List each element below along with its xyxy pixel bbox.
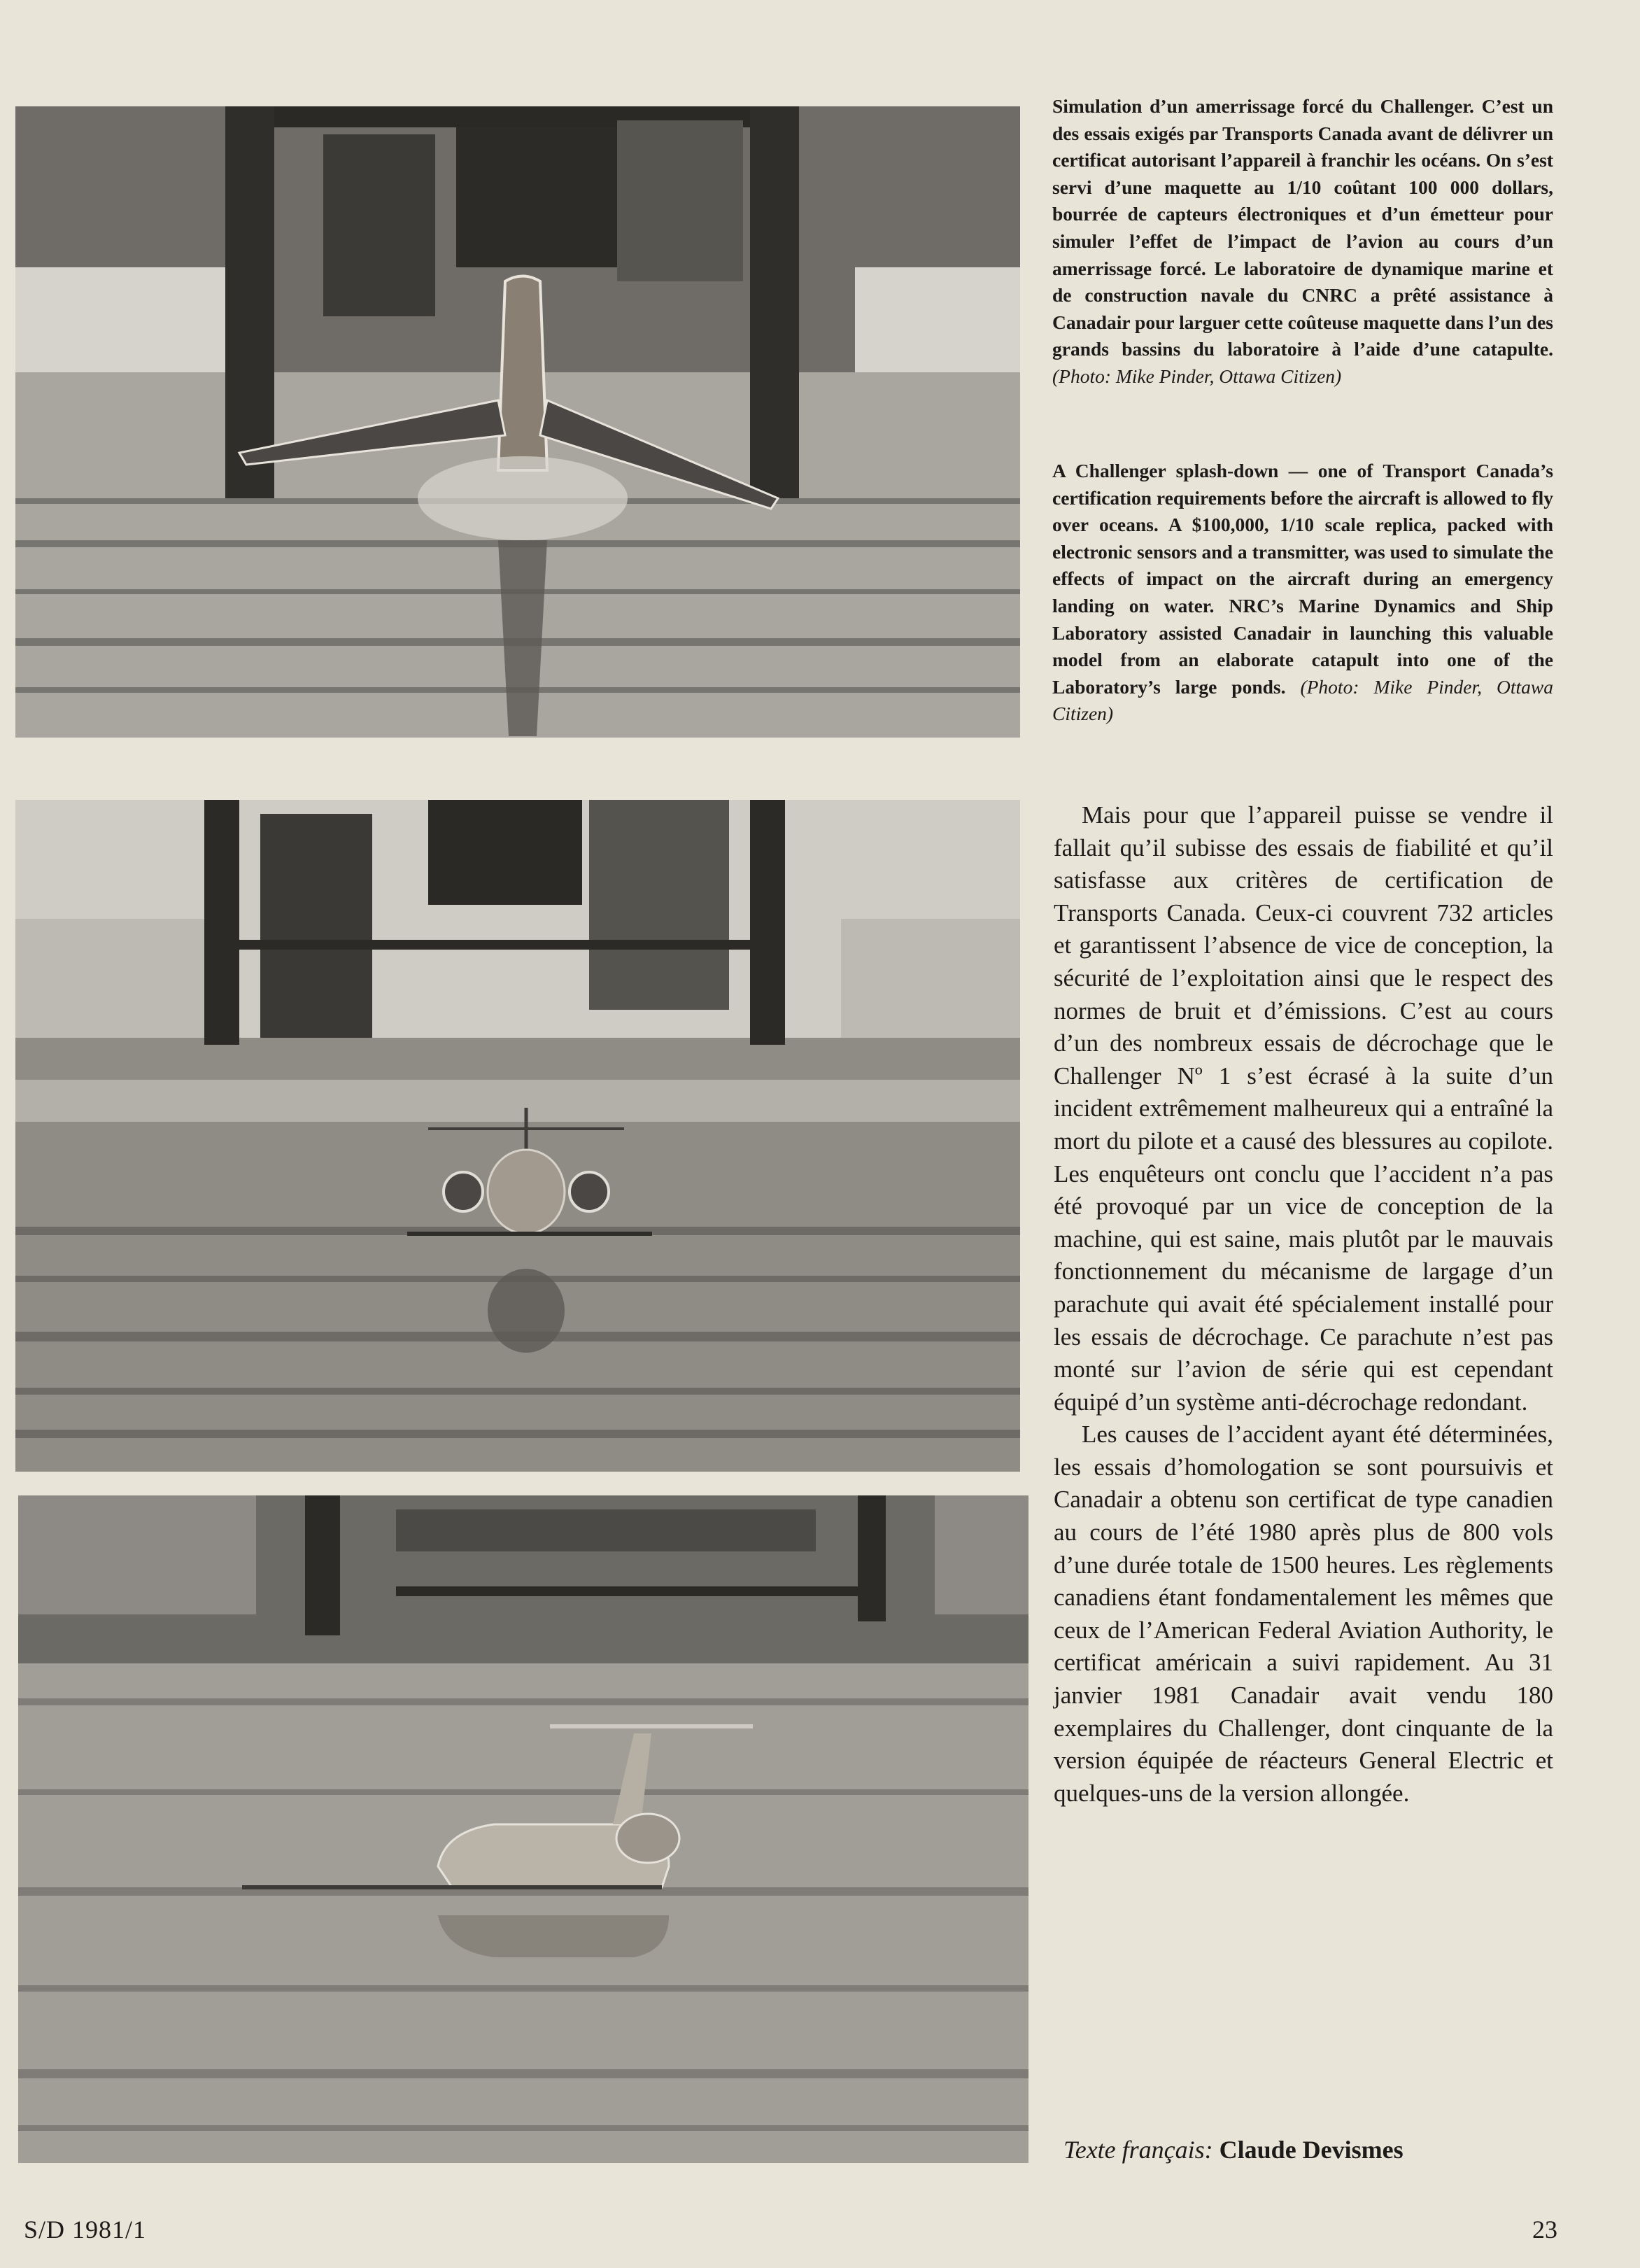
caption-english-credit: (Photo: Mike Pinder, Ottawa Citizen) [1052,675,1553,725]
translator-name: Claude Devismes [1219,2136,1404,2164]
translation-credit-label: Texte français: [1063,2136,1213,2164]
page-number: 23 [1532,2216,1557,2244]
splashdown-side-image [18,1495,1028,2163]
photo-splashdown-rear [15,106,1020,738]
translation-credit [1063,2135,1404,2164]
caption-french [1052,93,1553,390]
photo-splashdown-front [15,800,1020,1472]
caption-english [1052,458,1553,728]
splashdown-rear-image [15,106,1020,738]
caption-english-text: A Challenger splash-down — one of Transport Canada’s certification requirements before the aircraft is allowed to fly over oceans. A $100,000, 1/10 scale replica, packed with electronic sensors and a transmitter, was used to simulate the effects of impact on the aircraft during an emergency landing on water. NRC’s Marine Dynamics and Ship Laboratory assisted Canadair in launching this valuable model from an elaborate catapult into one of the Laboratory’s large ponds. [1052,460,1553,698]
caption-french-credit: (Photo: Mike Pinder, Ottawa Citizen) [1052,365,1342,387]
photo-splashdown-side [18,1495,1028,2163]
article-body [1054,799,1553,1810]
splashdown-front-image [15,800,1020,1472]
footer-issue: S/D 1981/1 [24,2216,147,2244]
caption-french-text: Simulation d’un amerrissage forcé du Challenger. C’est un des essais exigés par Transports Canada avant de délivrer un certificat autorisant l’appareil à franchir les océans. On s’est servi d’une maquette au 1/10 coûtant 100 000 dollars, bourrée de capteurs électroniques et d’un émetteur pour simuler l’effet de l’impact de l’avion au cours d’un amerrissage forcé. Le laboratoire de dynamique marine et de construction navale du CNRC a prêté assistance à Canadair pour larguer cette coûteuse maquette dans l’un des grands bassins du laboratoire à l’aide d’une catapulte. [1052,95,1553,360]
body-paragraph-1: Mais pour que l’appareil puisse se vendre il fallait qu’il subisse des essais de fiabilité et qu’il satisfasse aux critères de certification de Transports Canada. Ceux-ci couvrent 732 articles et garantissent l’absence de vice de conception, la sécurité de l’exploitation ainsi que le respect des normes de bruit et d’émissions. C’est au cours d’un des nombreux essais de décrochage que le Challenger Nº 1 s’est écrasé à la suite d’un incident extrêmement malheureux qui a entraîné la mort du pilote et a causé des blessures au copilote. Les enquêteurs ont conclu que l’accident n’a pas été provoqué par un vice de conception de la machine, qui est saine, mais plutôt par le mauvais fonctionnement du mécanisme de largage d’un parachute qui avait été spécialement installé pour les essais de décrochage. Ce parachute n’est pas monté sur l’avion de série qui est cependant équipé d’un système anti-décrochage redondant. [1054,801,1553,1416]
body-paragraph-2: Les causes de l’accident ayant été déterminées, les essais d’homologation se sont poursuivis et Canadair a obtenu son certificat de type canadien au cours de l’été 1980 après plus de 800 vols d’une durée totale de 1500 heures. Les règlements canadiens étant fondamentalement les mêmes que ceux de l’American Federal Aviation Authority, le certificat américain a suivi rapidement. Au 31 janvier 1981 Canadair avait vendu 180 exemplaires du Challenger, dont cinquante de la version équipée de réacteurs General Electric et quelques-uns de la version allongée. [1054,1421,1553,1807]
